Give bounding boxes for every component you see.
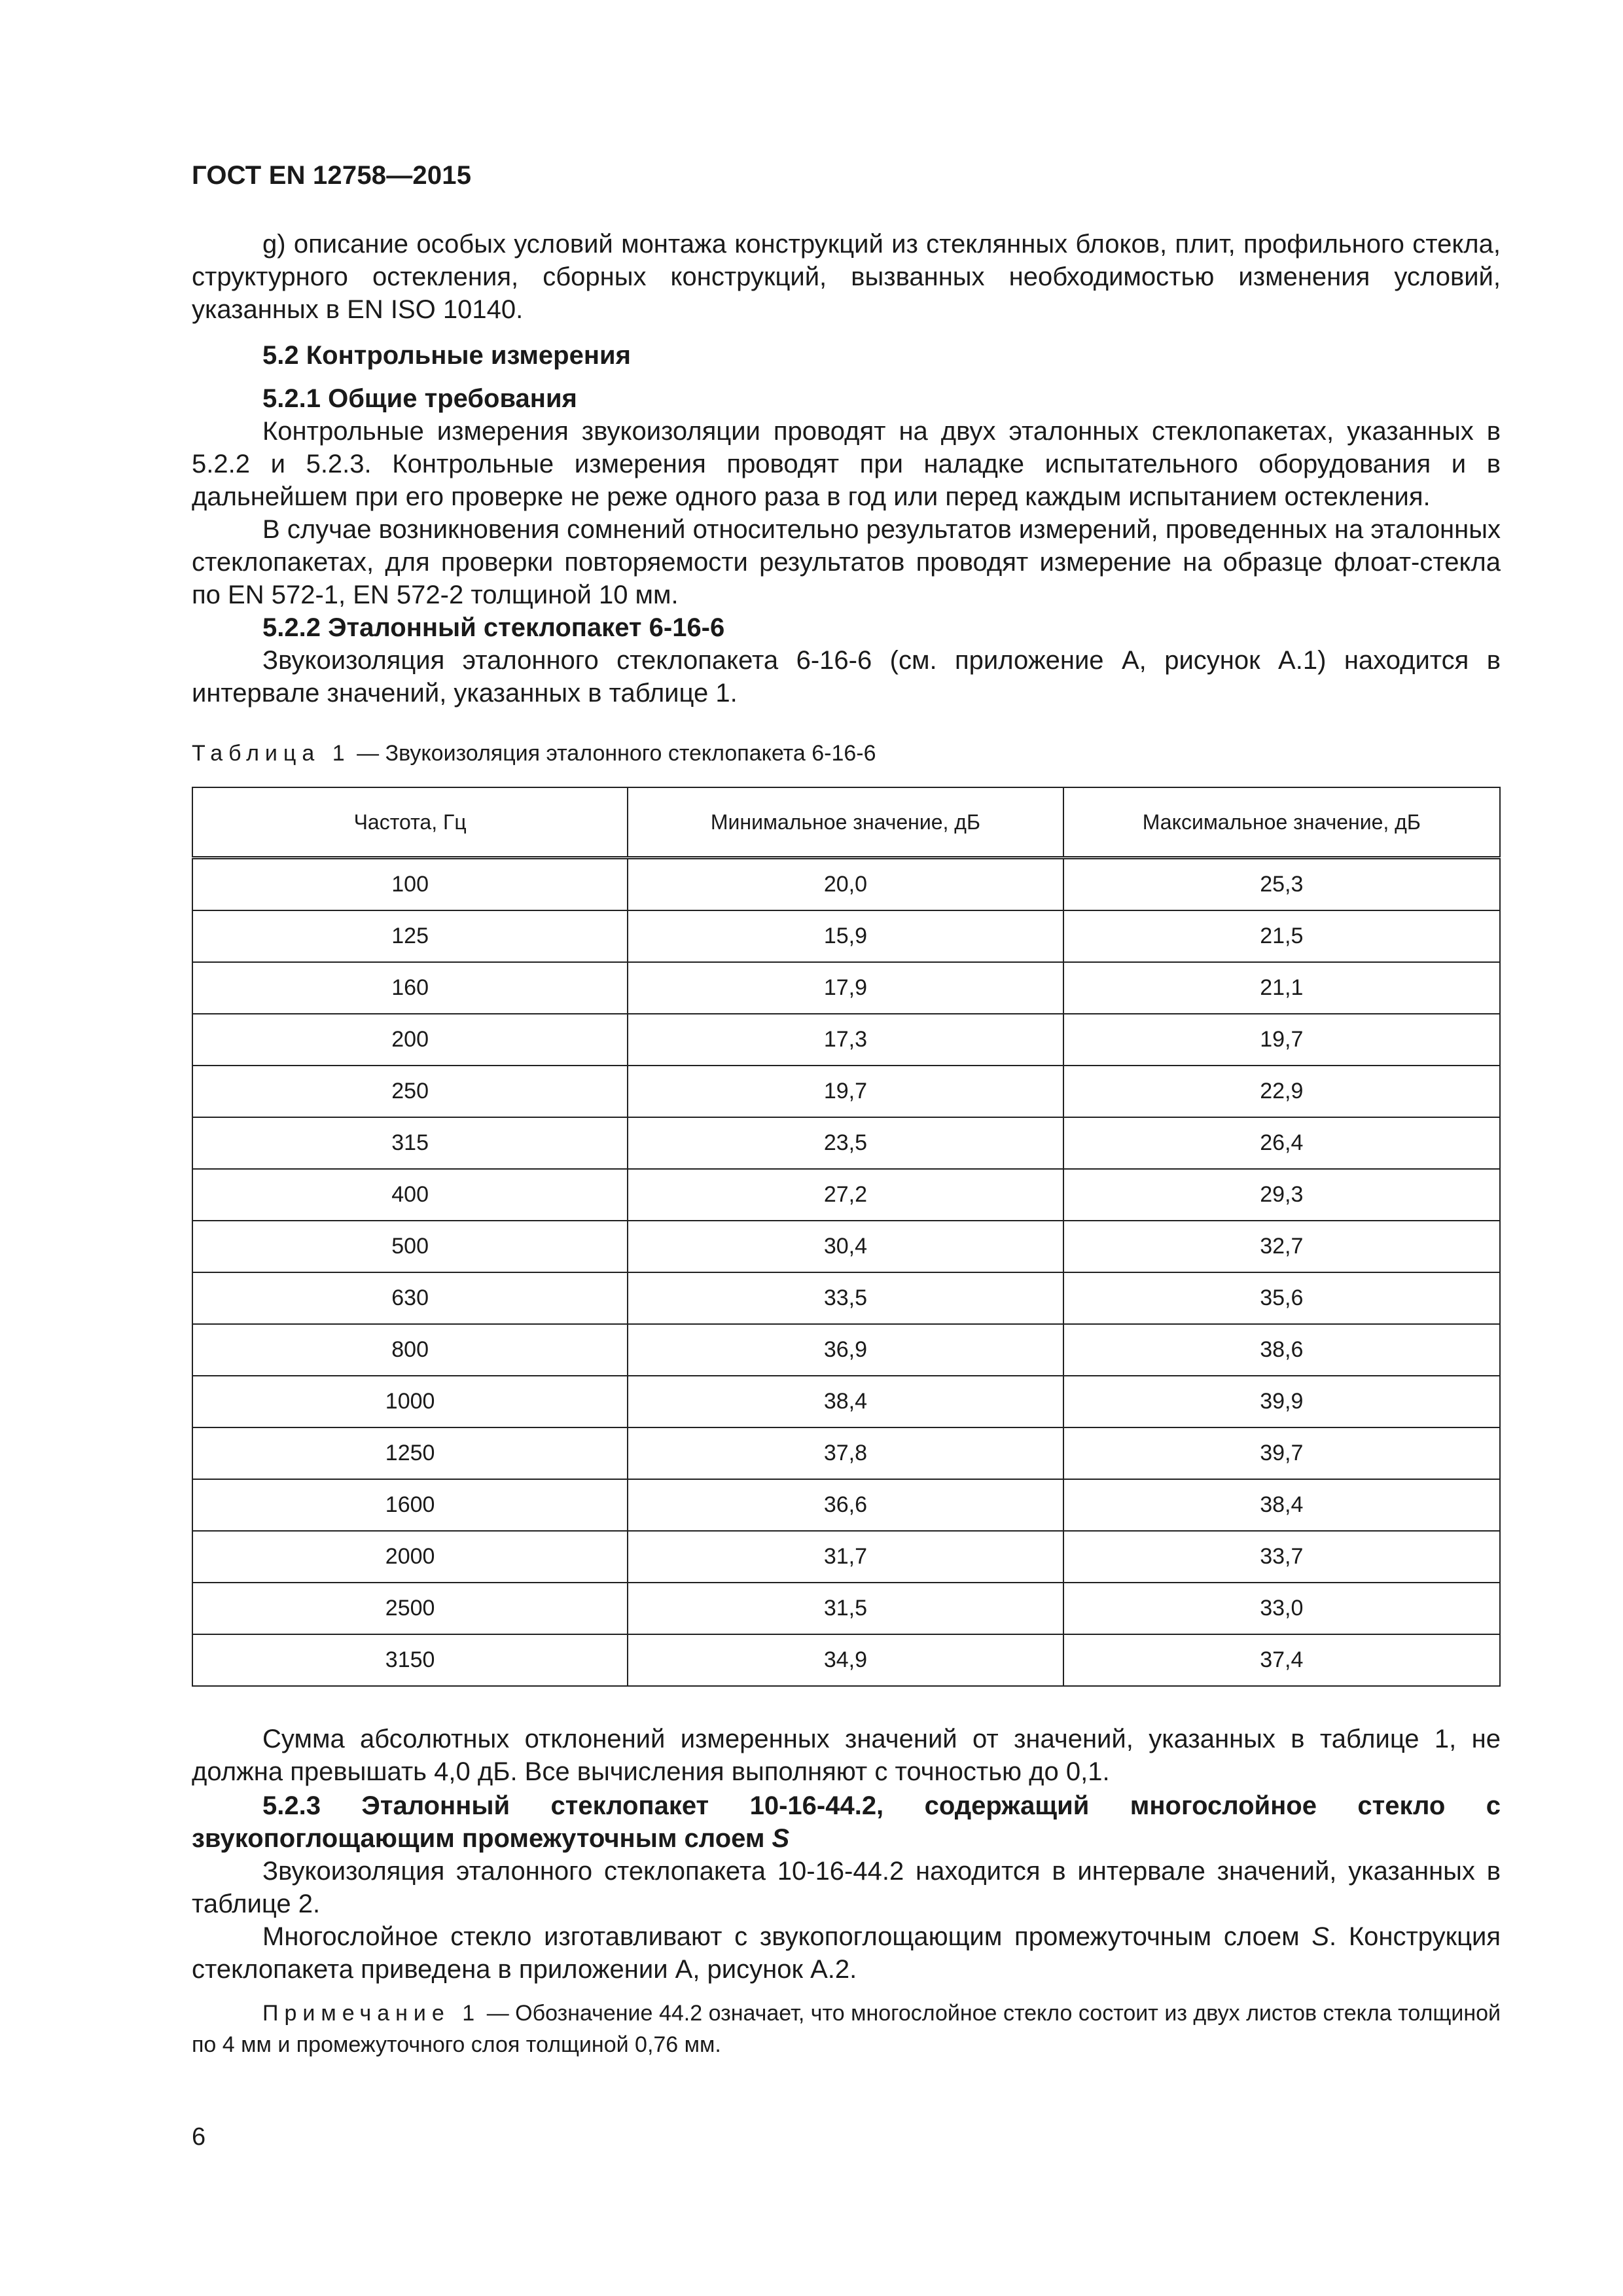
header-max-value: Максимальное значение, дБ — [1063, 787, 1500, 858]
table-row — [192, 1066, 1500, 1117]
section-5-2-3-title-text: 5.2.3 Эталонный стеклопакет 10-16-44.2, содержащий многослойное стекло с звукопоглощающим промежуточным слоем — [192, 1791, 1501, 1853]
cell-frequency: 630 — [192, 1272, 628, 1324]
cell-min: 33,5 — [628, 1272, 1063, 1324]
section-5-2-block — [192, 339, 1501, 372]
p2-part2: . Конструкция стеклопакета приведена в приложении А, рисунок А.2. — [192, 1922, 1501, 1984]
cell-min: 36,9 — [628, 1324, 1063, 1376]
section-5-2-3-paragraph-1: Звукоизоляция эталонного стеклопакета 10-16-44.2 находится в интервале значений, указанных в таблице 2. — [192, 1857, 1501, 1918]
after-table-paragraph: Сумма абсолютных отклонений измеренных значений от значений, указанных в таблице 1, не должна превышать 4,0 дБ. Все вычисления выполняют с точностью до 0,1. — [192, 1725, 1501, 1786]
p2-part1: Многослойное стекло изготавливают с звукопоглощающим промежуточным слоем — [262, 1922, 1312, 1951]
cell-min: 27,2 — [628, 1169, 1063, 1221]
cell-min: 19,7 — [628, 1066, 1063, 1117]
cell-min: 38,4 — [628, 1376, 1063, 1427]
table-row — [192, 1531, 1500, 1583]
note-text: — Обозначение 44.2 означает, что многослойное стекло состоит из двух листов стекла толщиной по 4 мм и промежуточного слоя толщиной 0,76 мм. — [192, 2001, 1501, 2057]
cell-max: 33,7 — [1063, 1531, 1500, 1583]
table-1-caption-text: — Звукоизоляция эталонного стеклопакета 6-16-6 — [350, 741, 876, 766]
cell-max: 21,1 — [1063, 962, 1500, 1014]
section-5-2-2-title: 5.2.2 Эталонный стеклопакет 6-16-6 — [262, 613, 725, 642]
table-row — [192, 1169, 1500, 1221]
cell-min: 15,9 — [628, 910, 1063, 962]
cell-frequency: 250 — [192, 1066, 628, 1117]
cell-max: 38,4 — [1063, 1479, 1500, 1531]
table-1-caption — [192, 741, 876, 766]
section-5-2-3-title-symbol: S — [772, 1824, 790, 1853]
header-min-value: Минимальное значение, дБ — [628, 787, 1063, 858]
cell-max: 29,3 — [1063, 1169, 1500, 1221]
cell-min: 31,7 — [628, 1531, 1063, 1583]
cell-frequency: 1600 — [192, 1479, 628, 1531]
cell-frequency: 125 — [192, 910, 628, 962]
cell-min: 20,0 — [628, 858, 1063, 911]
cell-max: 21,5 — [1063, 910, 1500, 962]
cell-max: 26,4 — [1063, 1117, 1500, 1169]
cell-min: 23,5 — [628, 1117, 1063, 1169]
cell-frequency: 315 — [192, 1117, 628, 1169]
table-row — [192, 1324, 1500, 1376]
table-header-row — [192, 787, 1500, 858]
after-table-block — [192, 1723, 1501, 1788]
cell-max: 19,7 — [1063, 1014, 1500, 1066]
cell-frequency: 100 — [192, 858, 628, 911]
table-row — [192, 1117, 1500, 1169]
cell-frequency: 1000 — [192, 1376, 628, 1427]
table-row — [192, 1427, 1500, 1479]
cell-frequency: 1250 — [192, 1427, 628, 1479]
table-1 — [192, 787, 1501, 1687]
table-row — [192, 858, 1500, 911]
cell-frequency: 3150 — [192, 1634, 628, 1686]
table-row — [192, 1583, 1500, 1634]
cell-max: 25,3 — [1063, 858, 1500, 911]
table-row — [192, 1634, 1500, 1686]
section-5-2-1-paragraph-1: Контрольные измерения звукоизоляции проводят на двух эталонных стеклопакетах, указанных в 5.2.2 и 5.2.3. Контрольные измерения проводят при наладке испытательного оборудования и в дальнейшем при его проверке не реже одного раза в год или перед каждым испытанием остекления. — [192, 417, 1501, 511]
table-row — [192, 1479, 1500, 1531]
section-5-2-1-paragraph-2: В случае возникновения сомнений относительно результатов измерений, проведенных на эталонных стеклопакетах, для проверки повторяемости результатов проводят измерение на образце флоат-стекла по EN 572-1, EN 572-2 толщиной 10 мм. — [192, 515, 1501, 609]
cell-frequency: 2500 — [192, 1583, 628, 1634]
cell-frequency: 800 — [192, 1324, 628, 1376]
cell-min: 31,5 — [628, 1583, 1063, 1634]
section-5-2-title: 5.2 Контрольные измерения — [262, 341, 631, 370]
note-block — [192, 1998, 1501, 2060]
table-1-caption-label: Таблица 1 — [192, 741, 351, 766]
cell-max: 38,6 — [1063, 1324, 1500, 1376]
p2-symbol: S — [1311, 1922, 1329, 1951]
cell-frequency: 160 — [192, 962, 628, 1014]
section-5-2-3-block — [192, 1789, 1501, 1986]
cell-max: 37,4 — [1063, 1634, 1500, 1686]
cell-max: 32,7 — [1063, 1221, 1500, 1272]
item-g-paragraph: g) описание особых условий монтажа конструкций из стеклянных блоков, плит, профильного стекла, структурного остекления, сборных конструкций, вызванных необходимостью изменения условий, указанных в EN ISO 10140. — [192, 230, 1501, 324]
cell-min: 17,9 — [628, 962, 1063, 1014]
section-5-2-1-block — [192, 382, 1501, 611]
section-5-2-3-title — [192, 1789, 1501, 1855]
table-row — [192, 910, 1500, 962]
cell-min: 36,6 — [628, 1479, 1063, 1531]
section-5-2-1-title: 5.2.1 Общие требования — [262, 384, 577, 413]
table-row — [192, 1272, 1500, 1324]
cell-max: 22,9 — [1063, 1066, 1500, 1117]
intro-block — [192, 228, 1501, 326]
section-5-2-2-paragraph-1: Звукоизоляция эталонного стеклопакета 6-16-6 (см. приложение А, рисунок А.1) находится в интервале значений, указанных в таблице 1. — [192, 646, 1501, 708]
cell-min: 30,4 — [628, 1221, 1063, 1272]
cell-max: 39,7 — [1063, 1427, 1500, 1479]
cell-max: 33,0 — [1063, 1583, 1500, 1634]
section-5-2-2-block — [192, 611, 1501, 709]
table-row — [192, 1376, 1500, 1427]
document-id-header: ГОСТ EN 12758—2015 — [192, 161, 472, 190]
cell-min: 17,3 — [628, 1014, 1063, 1066]
table-row — [192, 1014, 1500, 1066]
cell-frequency: 2000 — [192, 1531, 628, 1583]
cell-frequency: 500 — [192, 1221, 628, 1272]
cell-max: 35,6 — [1063, 1272, 1500, 1324]
cell-max: 39,9 — [1063, 1376, 1500, 1427]
cell-frequency: 200 — [192, 1014, 628, 1066]
cell-min: 34,9 — [628, 1634, 1063, 1686]
section-5-2-3-paragraph-2 — [192, 1920, 1501, 1986]
cell-frequency: 400 — [192, 1169, 628, 1221]
page-number: 6 — [192, 2123, 206, 2151]
cell-min: 37,8 — [628, 1427, 1063, 1479]
table-row — [192, 1221, 1500, 1272]
note-1 — [192, 1998, 1501, 2060]
note-label: Примечание 1 — [262, 2001, 481, 2026]
header-frequency: Частота, Гц — [192, 787, 628, 858]
table-row — [192, 962, 1500, 1014]
